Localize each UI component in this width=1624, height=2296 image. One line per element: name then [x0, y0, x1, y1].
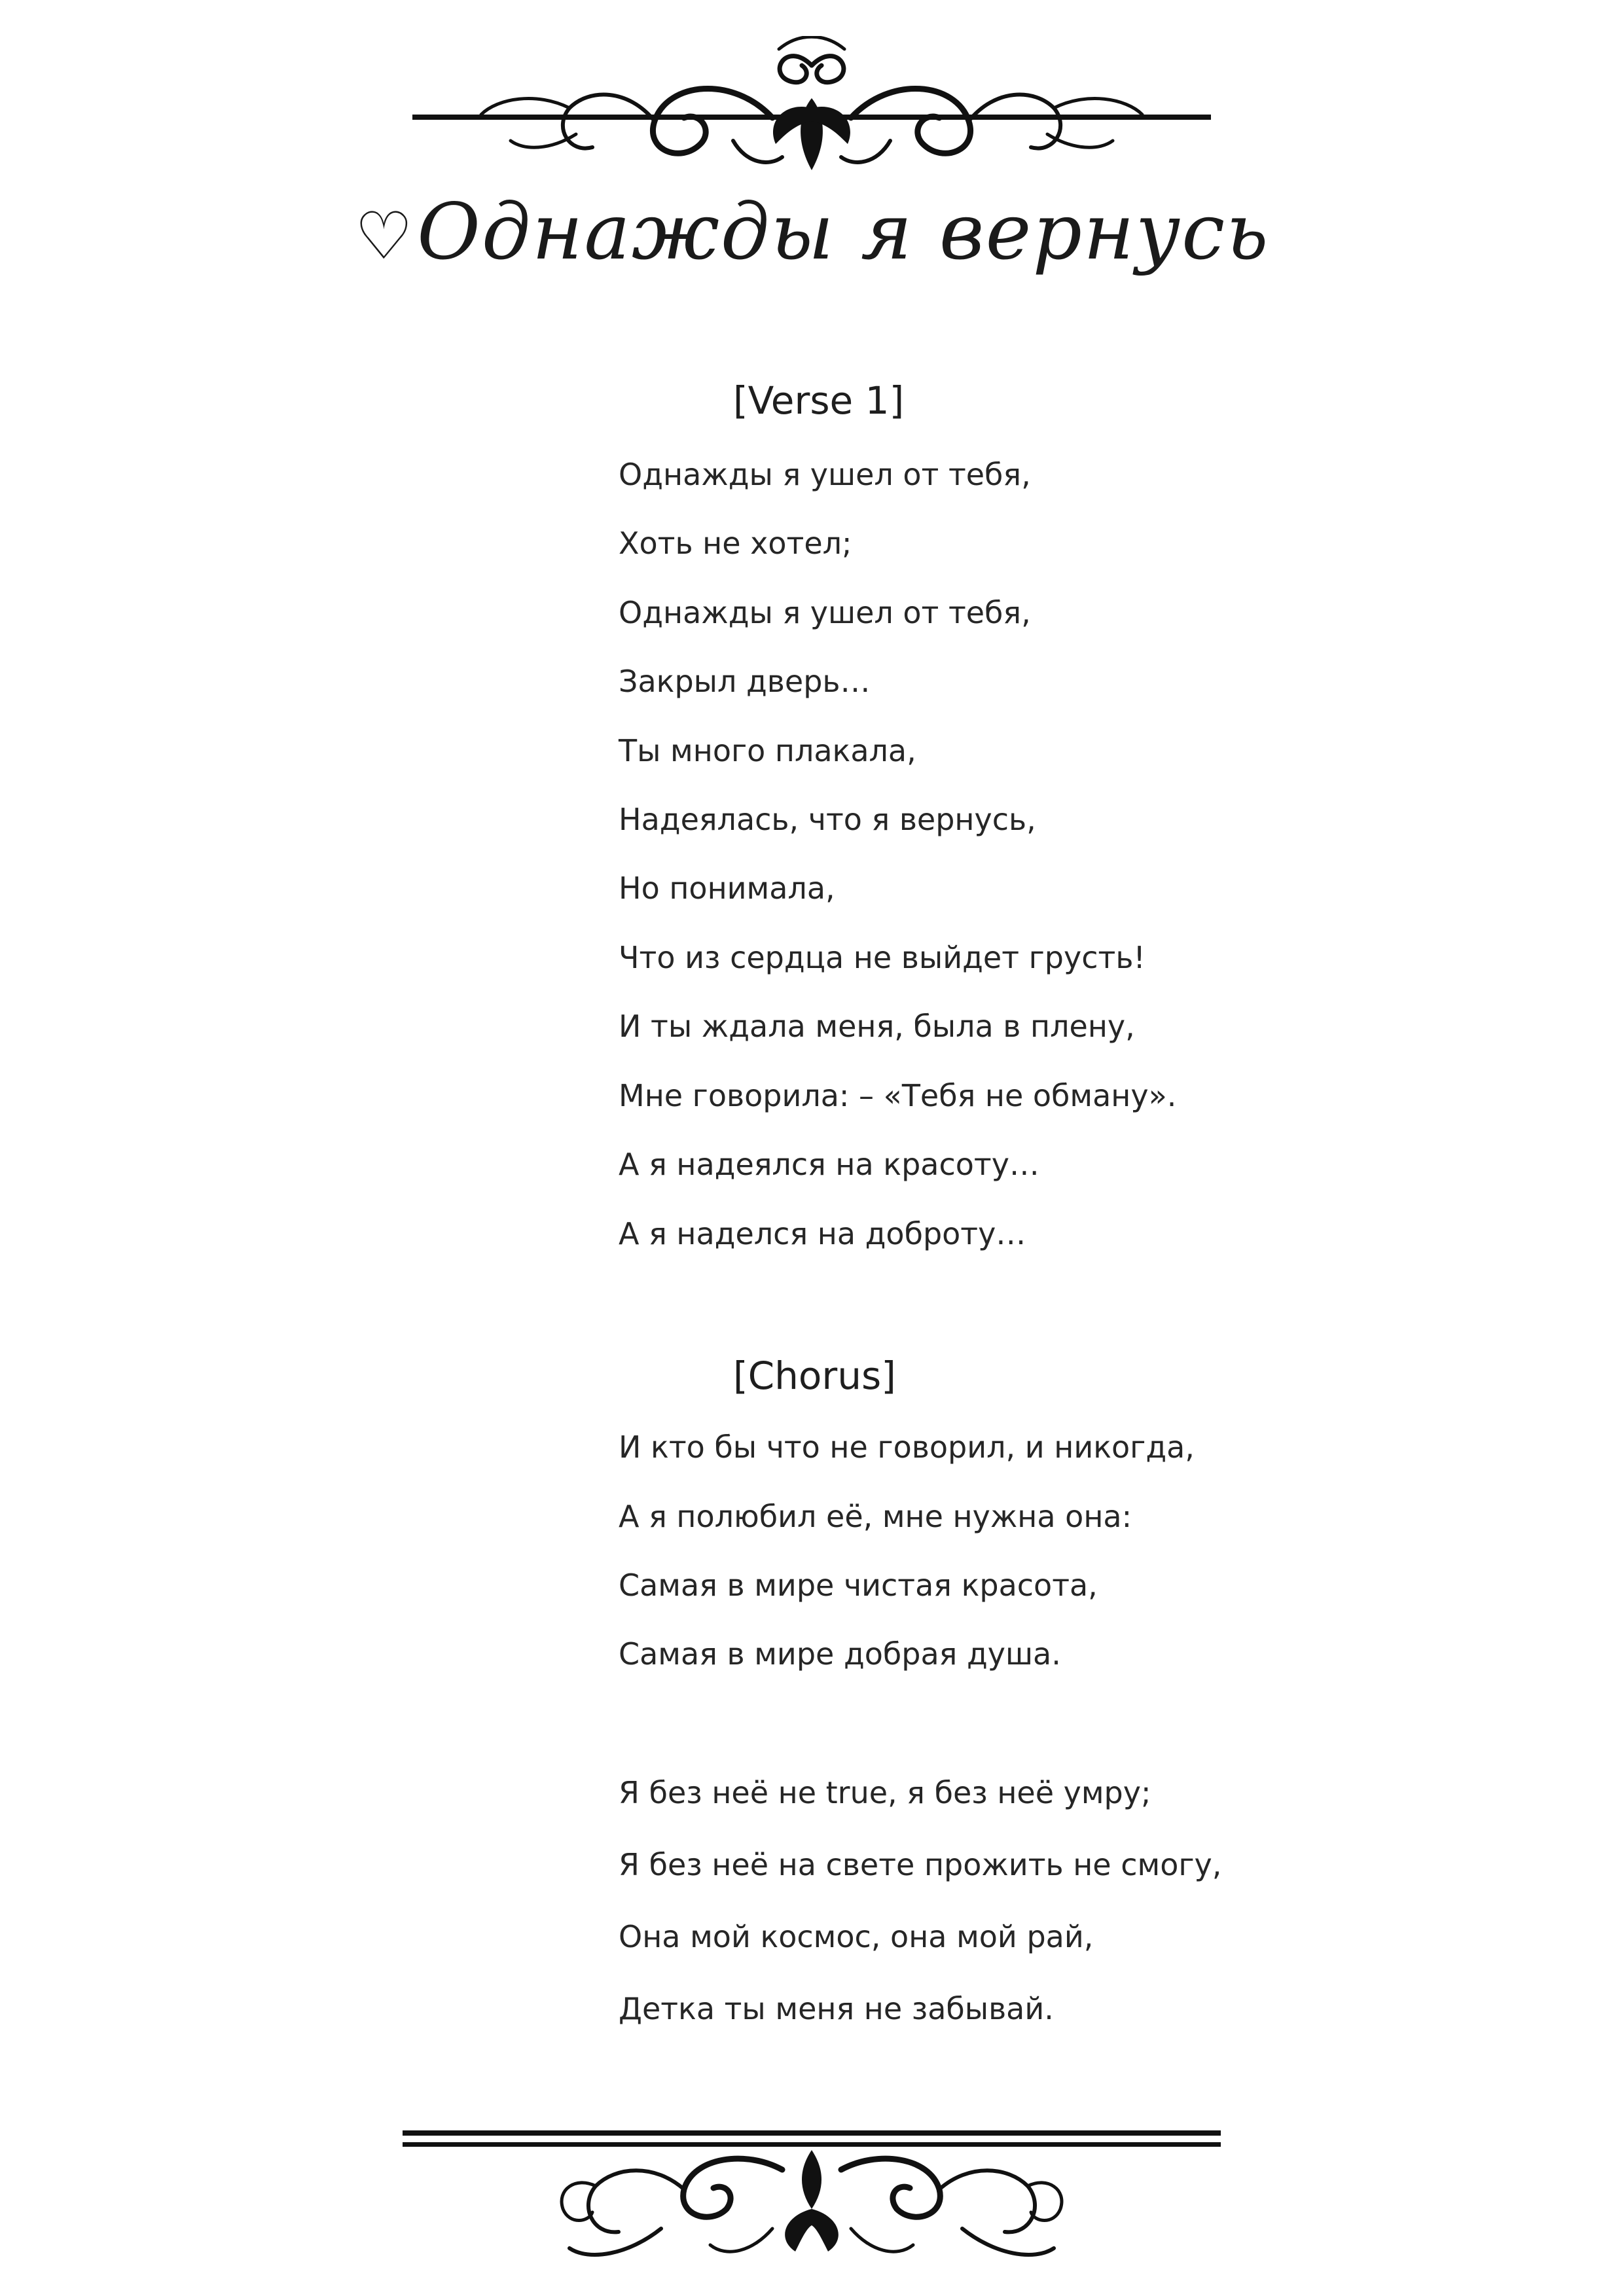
lyric-line: Я без неё не true, я без неё умру;	[619, 1775, 1151, 1810]
song-title-text: Однажды я вернусь	[417, 187, 1270, 277]
lyric-line: Детка ты меня не забывай.	[619, 1991, 1054, 2026]
lyric-line: Но понимала,	[619, 870, 835, 906]
lyric-line: Однажды я ушел от тебя,	[619, 595, 1031, 630]
lyric-line: Однажды я ушел от тебя,	[619, 457, 1031, 492]
lyric-line: Хоть не хотел;	[619, 526, 852, 561]
lyric-line: А я полюбил её, мне нужна она:	[619, 1499, 1132, 1534]
lyric-line: Я без неё на свете прожить не смогу,	[619, 1847, 1222, 1882]
lyric-line: А я наделся на доброту…	[619, 1216, 1026, 1251]
lyric-line: Мне говорила: – «Тебя не обману».	[619, 1078, 1177, 1113]
bottom-ornament	[0, 2111, 1624, 2268]
lyric-line: Что из сердца не выйдет грусть!	[619, 940, 1146, 975]
verse1-heading: [Verse 1]	[733, 378, 905, 423]
chorus-heading: [Chorus]	[733, 1354, 896, 1398]
lyric-line: Она мой космос, она мой рай,	[619, 1919, 1094, 1954]
lyric-line: Ты много плакала,	[619, 733, 916, 768]
lyric-line: Надеялась, что я вернусь,	[619, 802, 1036, 837]
lyric-line: И кто бы что не говорил, и никогда,	[619, 1429, 1195, 1465]
lyric-line: И ты ждала меня, была в плену,	[619, 1009, 1135, 1044]
heart-icon: ♡	[354, 198, 415, 274]
lyric-line: А я надеялся на красоту…	[619, 1147, 1039, 1182]
top-ornament	[0, 36, 1624, 173]
lyric-line: Закрыл дверь…	[619, 664, 871, 699]
song-title	[0, 187, 1624, 277]
lyric-line: Самая в мире добрая душа.	[619, 1636, 1061, 1672]
lyric-line: Самая в мире чистая красота,	[619, 1568, 1098, 1603]
